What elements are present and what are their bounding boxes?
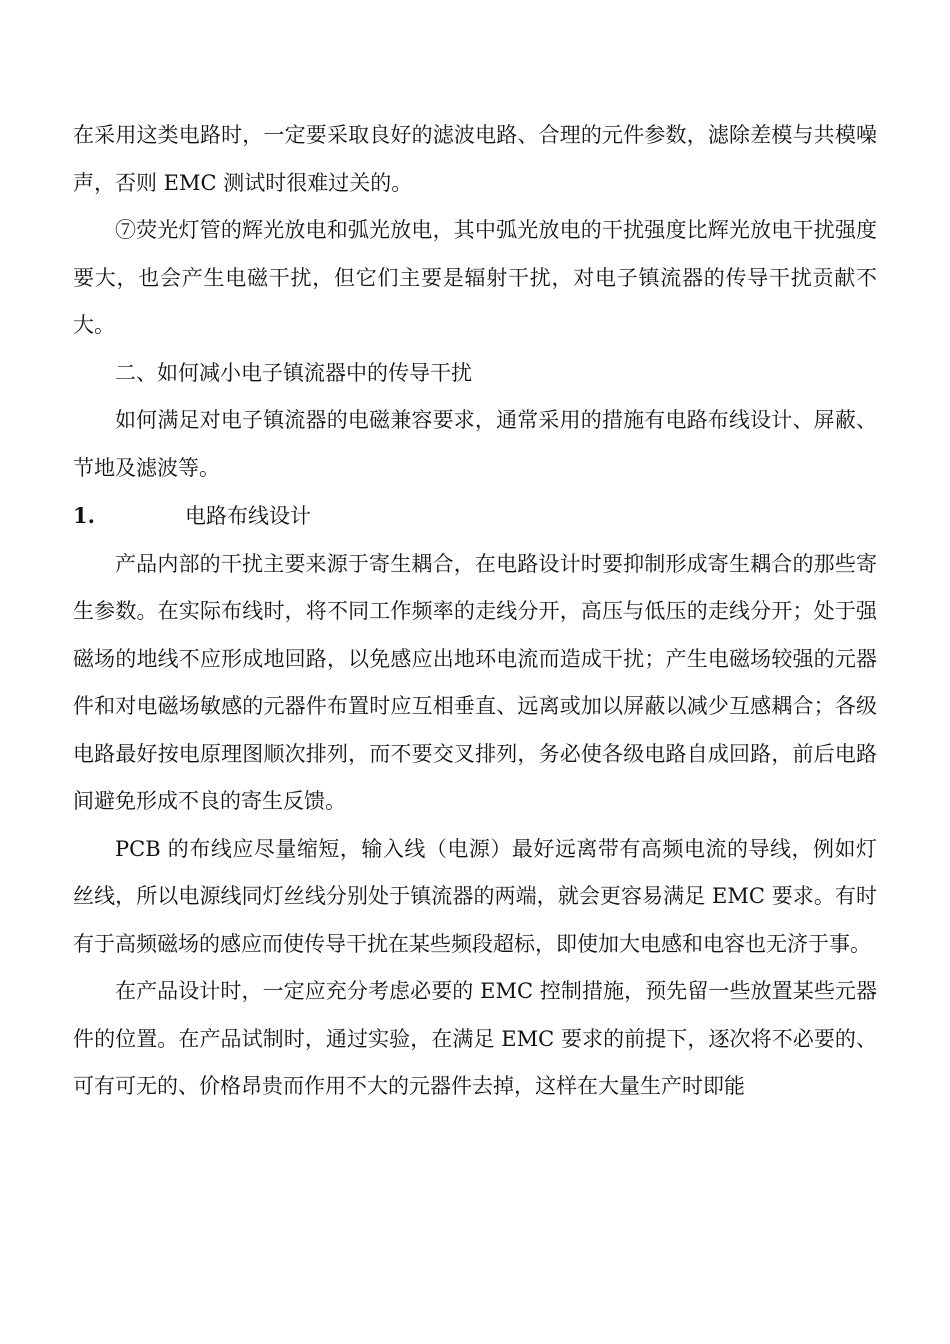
- paragraph-emc-measures: 如何满足对电子镇流器的电磁兼容要求，通常采用的措施有电路布线设计、屏蔽、节地及滤波等。: [73, 408, 877, 480]
- subsection-number: 1.: [73, 503, 95, 528]
- paragraph-parasitic-coupling: 产品内部的干扰主要来源于寄生耦合，在电路设计时要抑制形成寄生耦合的那些寄生参数。在实际布线时，将不同工作频率的走线分开，高压与低压的走线分开；处于强磁场的地线不应形成地回路，以免感应出地环电流而造成干扰；产生电磁场较强的元器件和对电磁场敏感的元器件布置时应互相垂直、远离或加以屏蔽以减少互感耦合；各级电路最好按电原理图顺次排列，而不要交叉排列，务必使各级电路自成回路，前后电路间避免形成不良的寄生反馈。: [73, 551, 877, 813]
- paragraph-filter-circuit: 在采用这类电路时，一定要采取良好的滤波电路、合理的元件参数，滤除差模与共模噪声，否则 EMC 测试时很难过关的。: [73, 123, 877, 195]
- paragraph-fluorescent-discharge: ⑦荧光灯管的辉光放电和弧光放电，其中弧光放电的干扰强度比辉光放电干扰强度要大，也会产生电磁干扰，但它们主要是辐射干扰，对电子镇流器的传导干扰贡献不大。: [73, 218, 877, 337]
- paragraph-pcb-layout: PCB 的布线应尽量缩短，输入线（电源）最好远离带有高频电流的导线，例如灯丝线，所以电源线同灯丝线分别处于镇流器的两端，就会更容易满足 EMC 要求。有时有于高频磁场的感应而使传导干扰在某些频段超标，即使加大电感和电容也无济于事。: [73, 836, 877, 956]
- subsection-heading-circuit-layout: [73, 492, 877, 541]
- subsection-title: 电路布线设计: [185, 504, 311, 528]
- document-body: [73, 112, 877, 1111]
- paragraph-product-design: 在产品设计时，一定应充分考虑必要的 EMC 控制措施，预先留一些放置某些元器件的位置。在产品试制时，通过实验，在满足 EMC 要求的前提下，逐次将不必要的、可有可无的、价格昂贵而作用不大的元器件去掉，这样在大量生产时即能: [73, 979, 877, 1098]
- section-heading-reduce-interference: 二、如何减小电子镇流器中的传导干扰: [115, 360, 472, 385]
